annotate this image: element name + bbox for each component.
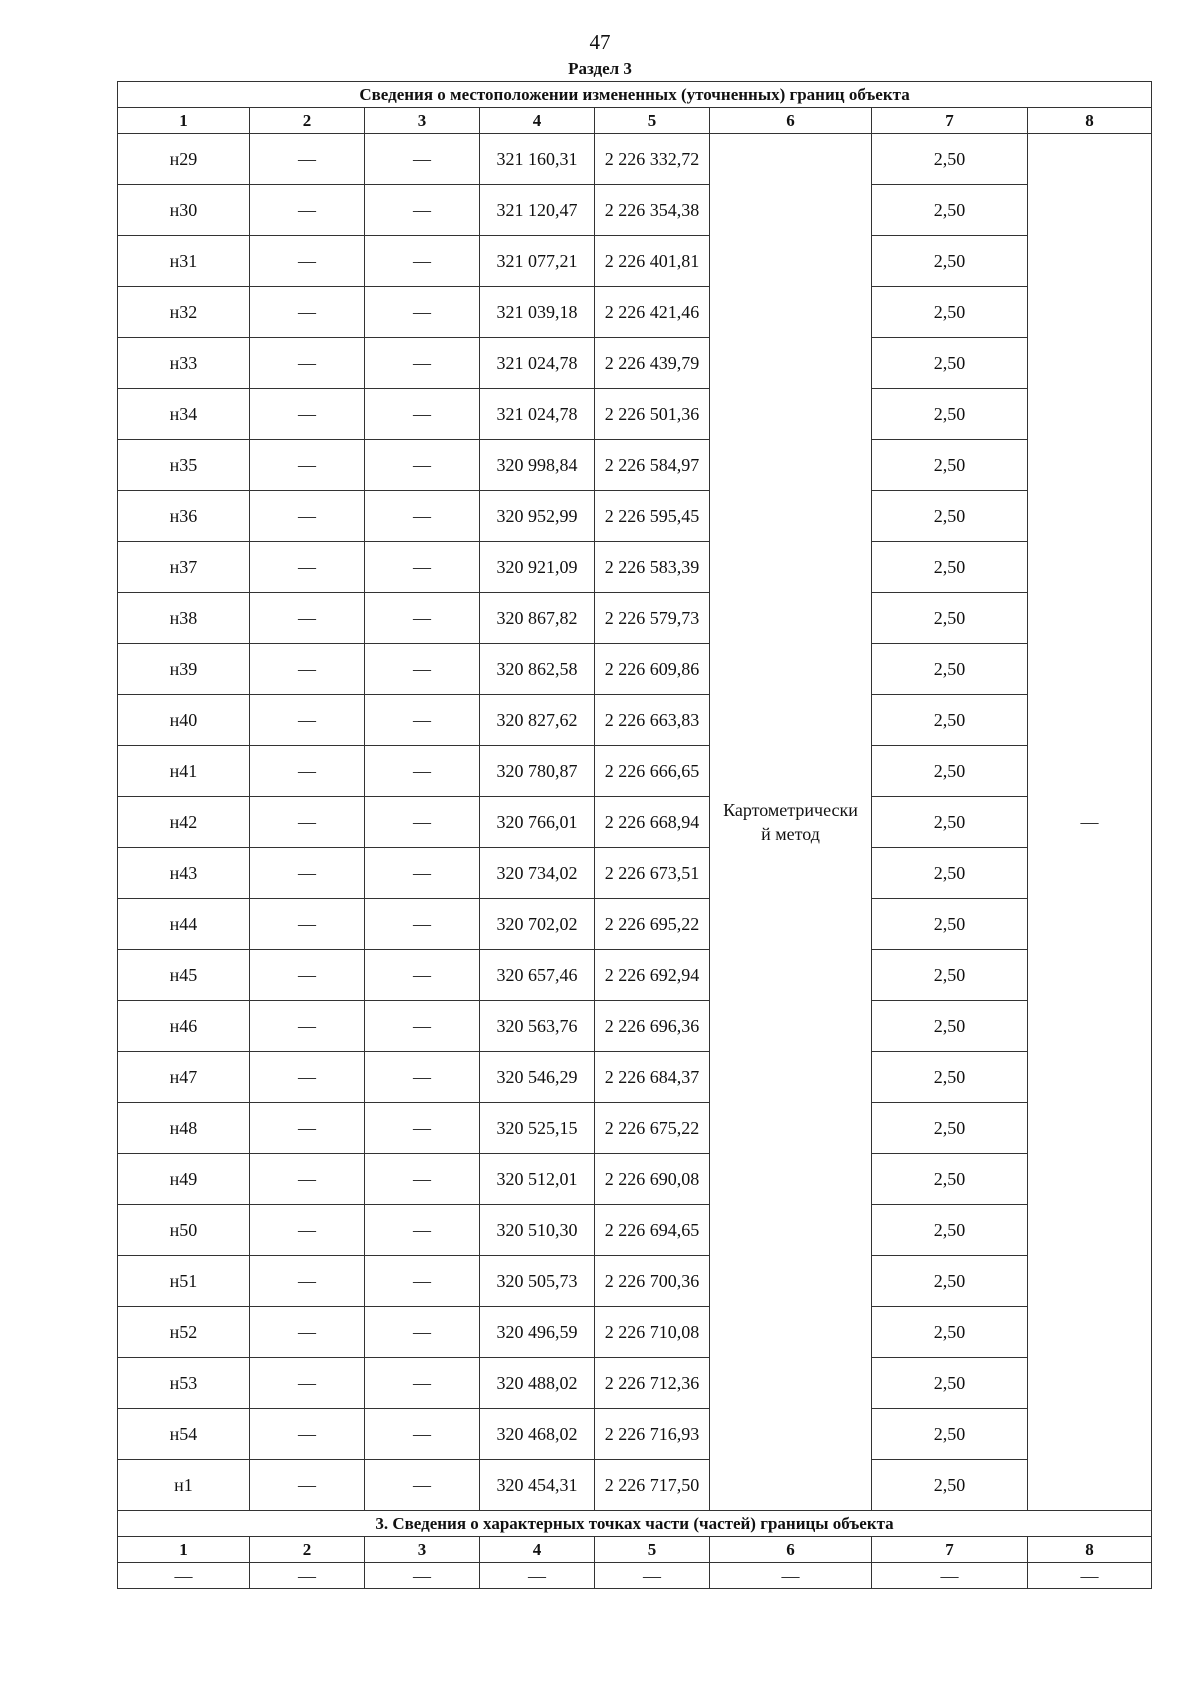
y-coordinate: 2 226 666,65 xyxy=(595,746,710,797)
part-caption: 3. Сведения о характерных точках части (частей) границы объекта xyxy=(118,1511,1152,1537)
table-row xyxy=(118,389,1152,440)
empty-dash: — xyxy=(250,593,365,644)
column-number: 6 xyxy=(710,108,872,134)
empty-dash: — xyxy=(250,287,365,338)
accuracy-value: 2,50 xyxy=(872,644,1028,695)
empty-dash: — xyxy=(365,134,480,185)
accuracy-value: 2,50 xyxy=(872,899,1028,950)
table-row xyxy=(118,1256,1152,1307)
page-number: 47 xyxy=(589,30,611,54)
point-name: н47 xyxy=(118,1052,250,1103)
column-number: 1 xyxy=(118,1537,250,1563)
point-name: н29 xyxy=(118,134,250,185)
empty-dash: — xyxy=(250,338,365,389)
x-coordinate: 320 525,15 xyxy=(480,1103,595,1154)
accuracy-value: 2,50 xyxy=(872,1307,1028,1358)
column-number: 6 xyxy=(710,1537,872,1563)
y-coordinate: 2 226 401,81 xyxy=(595,236,710,287)
column-number: 2 xyxy=(250,1537,365,1563)
empty-dash: — xyxy=(250,1409,365,1460)
empty-dash: — xyxy=(365,287,480,338)
point-name: н40 xyxy=(118,695,250,746)
empty-dash: — xyxy=(365,542,480,593)
method-cell xyxy=(710,134,872,1511)
table-caption: Сведения о местоположении измененных (уточненных) границ объекта xyxy=(118,82,1152,108)
y-coordinate: 2 226 439,79 xyxy=(595,338,710,389)
accuracy-value: 2,50 xyxy=(872,134,1028,185)
empty-dash: — xyxy=(250,185,365,236)
x-coordinate: 320 563,76 xyxy=(480,1001,595,1052)
x-coordinate: 320 862,58 xyxy=(480,644,595,695)
empty-dash: — xyxy=(365,1460,480,1511)
point-name: н34 xyxy=(118,389,250,440)
accuracy-value: 2,50 xyxy=(872,1001,1028,1052)
empty-dash: — xyxy=(365,746,480,797)
empty-dash: — xyxy=(250,491,365,542)
x-coordinate: 320 734,02 xyxy=(480,848,595,899)
x-coordinate: 320 496,59 xyxy=(480,1307,595,1358)
point-name: н30 xyxy=(118,185,250,236)
table-row xyxy=(118,1052,1152,1103)
empty-dash: — xyxy=(365,1358,480,1409)
y-coordinate: 2 226 712,36 xyxy=(595,1358,710,1409)
empty-dash: — xyxy=(595,1563,710,1589)
x-coordinate: 320 488,02 xyxy=(480,1358,595,1409)
empty-dash: — xyxy=(365,1001,480,1052)
column-number: 8 xyxy=(1028,108,1152,134)
table-row xyxy=(118,236,1152,287)
y-coordinate: 2 226 690,08 xyxy=(595,1154,710,1205)
x-coordinate: 320 657,46 xyxy=(480,950,595,1001)
table-row xyxy=(118,1460,1152,1511)
y-coordinate: 2 226 354,38 xyxy=(595,185,710,236)
empty-dash: — xyxy=(250,440,365,491)
point-name: н32 xyxy=(118,287,250,338)
accuracy-value: 2,50 xyxy=(872,797,1028,848)
empty-dash: — xyxy=(365,899,480,950)
point-name: н49 xyxy=(118,1154,250,1205)
empty-dash: — xyxy=(250,1001,365,1052)
section-title: Раздел 3 xyxy=(568,59,632,78)
accuracy-value: 2,50 xyxy=(872,746,1028,797)
column-number: 4 xyxy=(480,108,595,134)
x-coordinate: 320 921,09 xyxy=(480,542,595,593)
x-coordinate: 320 780,87 xyxy=(480,746,595,797)
empty-dash: — xyxy=(250,236,365,287)
table-row xyxy=(118,440,1152,491)
accuracy-value: 2,50 xyxy=(872,185,1028,236)
x-coordinate: 321 120,47 xyxy=(480,185,595,236)
table-row xyxy=(118,134,1152,185)
empty-dash: — xyxy=(250,950,365,1001)
y-coordinate: 2 226 710,08 xyxy=(595,1307,710,1358)
column-number: 7 xyxy=(872,1537,1028,1563)
y-coordinate: 2 226 673,51 xyxy=(595,848,710,899)
empty-dash: — xyxy=(250,1103,365,1154)
empty-dash: — xyxy=(250,1052,365,1103)
column-number: 5 xyxy=(595,108,710,134)
x-coordinate: 320 510,30 xyxy=(480,1205,595,1256)
empty-dash: — xyxy=(250,899,365,950)
empty-dash: — xyxy=(365,440,480,491)
x-coordinate: 320 827,62 xyxy=(480,695,595,746)
table-row xyxy=(118,1307,1152,1358)
accuracy-value: 2,50 xyxy=(872,695,1028,746)
point-name: н41 xyxy=(118,746,250,797)
accuracy-value: 2,50 xyxy=(872,1409,1028,1460)
empty-dash: — xyxy=(365,848,480,899)
x-coordinate: 320 546,29 xyxy=(480,1052,595,1103)
empty-dash: — xyxy=(365,1154,480,1205)
empty-dash: — xyxy=(480,1563,595,1589)
table-row xyxy=(118,899,1152,950)
column-number: 3 xyxy=(365,108,480,134)
empty-dash: — xyxy=(250,695,365,746)
table-row xyxy=(118,287,1152,338)
column-number: 1 xyxy=(118,108,250,134)
point-name: н44 xyxy=(118,899,250,950)
x-coordinate: 320 454,31 xyxy=(480,1460,595,1511)
x-coordinate: 320 952,99 xyxy=(480,491,595,542)
y-coordinate: 2 226 332,72 xyxy=(595,134,710,185)
empty-dash: — xyxy=(365,1563,480,1589)
table-row xyxy=(118,491,1152,542)
column-number: 3 xyxy=(365,1537,480,1563)
y-coordinate: 2 226 609,86 xyxy=(595,644,710,695)
x-coordinate: 320 505,73 xyxy=(480,1256,595,1307)
column-number: 2 xyxy=(250,108,365,134)
column-number: 8 xyxy=(1028,1537,1152,1563)
table-row xyxy=(118,797,1152,848)
point-name: н45 xyxy=(118,950,250,1001)
accuracy-value: 2,50 xyxy=(872,287,1028,338)
empty-dash: — xyxy=(365,236,480,287)
y-coordinate: 2 226 583,39 xyxy=(595,542,710,593)
empty-dash: — xyxy=(365,1409,480,1460)
table-row xyxy=(118,1409,1152,1460)
y-coordinate: 2 226 663,83 xyxy=(595,695,710,746)
x-coordinate: 320 702,02 xyxy=(480,899,595,950)
point-name: н36 xyxy=(118,491,250,542)
table-row xyxy=(118,848,1152,899)
accuracy-value: 2,50 xyxy=(872,491,1028,542)
point-name: н43 xyxy=(118,848,250,899)
empty-dash: — xyxy=(365,1103,480,1154)
empty-dash: — xyxy=(250,746,365,797)
table-row xyxy=(118,1103,1152,1154)
empty-dash: — xyxy=(710,1563,872,1589)
y-coordinate: 2 226 584,97 xyxy=(595,440,710,491)
accuracy-value: 2,50 xyxy=(872,440,1028,491)
empty-dash: — xyxy=(365,185,480,236)
point-name: н42 xyxy=(118,797,250,848)
accuracy-value: 2,50 xyxy=(872,236,1028,287)
x-coordinate: 320 512,01 xyxy=(480,1154,595,1205)
y-coordinate: 2 226 668,94 xyxy=(595,797,710,848)
point-name: н48 xyxy=(118,1103,250,1154)
y-coordinate: 2 226 421,46 xyxy=(595,287,710,338)
y-coordinate: 2 226 694,65 xyxy=(595,1205,710,1256)
empty-dash: — xyxy=(365,1256,480,1307)
empty-dash: — xyxy=(1028,1563,1152,1589)
table-row xyxy=(118,593,1152,644)
x-coordinate: 321 024,78 xyxy=(480,338,595,389)
accuracy-value: 2,50 xyxy=(872,593,1028,644)
x-coordinate: 321 077,21 xyxy=(480,236,595,287)
point-name: н1 xyxy=(118,1460,250,1511)
empty-dash: — xyxy=(365,338,480,389)
table-row xyxy=(118,746,1152,797)
x-coordinate: 321 024,78 xyxy=(480,389,595,440)
empty-dash: — xyxy=(365,593,480,644)
empty-dash: — xyxy=(250,389,365,440)
empty-dash: — xyxy=(365,389,480,440)
accuracy-value: 2,50 xyxy=(872,389,1028,440)
empty-dash: — xyxy=(250,542,365,593)
boundary-table xyxy=(117,81,1152,1589)
point-name: н35 xyxy=(118,440,250,491)
table-row xyxy=(118,644,1152,695)
table-row xyxy=(118,1205,1152,1256)
accuracy-value: 2,50 xyxy=(872,542,1028,593)
y-coordinate: 2 226 700,36 xyxy=(595,1256,710,1307)
point-name: н46 xyxy=(118,1001,250,1052)
accuracy-value: 2,50 xyxy=(872,1256,1028,1307)
empty-dash: — xyxy=(365,797,480,848)
point-name: н53 xyxy=(118,1358,250,1409)
empty-dash: — xyxy=(250,848,365,899)
y-coordinate: 2 226 579,73 xyxy=(595,593,710,644)
empty-dash: — xyxy=(365,1205,480,1256)
point-name: н52 xyxy=(118,1307,250,1358)
table-row xyxy=(118,1154,1152,1205)
table-row xyxy=(118,338,1152,389)
y-coordinate: 2 226 501,36 xyxy=(595,389,710,440)
empty-dash: — xyxy=(250,644,365,695)
column-number: 7 xyxy=(872,108,1028,134)
table-row xyxy=(118,695,1152,746)
empty-dash: — xyxy=(118,1563,250,1589)
method-line: й метод xyxy=(761,824,820,844)
point-name: н33 xyxy=(118,338,250,389)
empty-dash: — xyxy=(250,1460,365,1511)
y-coordinate: 2 226 695,22 xyxy=(595,899,710,950)
column-number: 5 xyxy=(595,1537,710,1563)
x-coordinate: 321 039,18 xyxy=(480,287,595,338)
x-coordinate: 320 468,02 xyxy=(480,1409,595,1460)
point-name: н50 xyxy=(118,1205,250,1256)
x-coordinate: 320 998,84 xyxy=(480,440,595,491)
empty-dash: — xyxy=(250,1307,365,1358)
table-row xyxy=(118,1001,1152,1052)
table-row xyxy=(118,950,1152,1001)
accuracy-value: 2,50 xyxy=(872,1460,1028,1511)
x-coordinate: 321 160,31 xyxy=(480,134,595,185)
method-line: Картометрически xyxy=(723,800,858,820)
empty-dash: — xyxy=(365,950,480,1001)
table-row xyxy=(118,185,1152,236)
y-coordinate: 2 226 684,37 xyxy=(595,1052,710,1103)
empty-dash: — xyxy=(872,1563,1028,1589)
point-name: н39 xyxy=(118,644,250,695)
accuracy-value: 2,50 xyxy=(872,338,1028,389)
column-number: 4 xyxy=(480,1537,595,1563)
point-name: н31 xyxy=(118,236,250,287)
table-row xyxy=(118,1563,1152,1589)
empty-dash: — xyxy=(365,1052,480,1103)
point-name: н37 xyxy=(118,542,250,593)
empty-dash: — xyxy=(250,1154,365,1205)
x-coordinate: 320 766,01 xyxy=(480,797,595,848)
accuracy-value: 2,50 xyxy=(872,1103,1028,1154)
empty-dash: — xyxy=(250,1205,365,1256)
point-name: н38 xyxy=(118,593,250,644)
empty-dash: — xyxy=(365,491,480,542)
empty-dash: — xyxy=(365,695,480,746)
empty-dash: — xyxy=(365,644,480,695)
empty-dash: — xyxy=(365,1307,480,1358)
y-coordinate: 2 226 716,93 xyxy=(595,1409,710,1460)
accuracy-value: 2,50 xyxy=(872,848,1028,899)
y-coordinate: 2 226 717,50 xyxy=(595,1460,710,1511)
y-coordinate: 2 226 692,94 xyxy=(595,950,710,1001)
empty-dash: — xyxy=(250,1358,365,1409)
table-row xyxy=(118,542,1152,593)
accuracy-value: 2,50 xyxy=(872,950,1028,1001)
empty-dash: — xyxy=(250,134,365,185)
description-cell: — xyxy=(1028,134,1152,1511)
empty-dash: — xyxy=(250,1563,365,1589)
y-coordinate: 2 226 595,45 xyxy=(595,491,710,542)
x-coordinate: 320 867,82 xyxy=(480,593,595,644)
point-name: н54 xyxy=(118,1409,250,1460)
accuracy-value: 2,50 xyxy=(872,1205,1028,1256)
table-row xyxy=(118,1358,1152,1409)
empty-dash: — xyxy=(250,797,365,848)
accuracy-value: 2,50 xyxy=(872,1358,1028,1409)
y-coordinate: 2 226 675,22 xyxy=(595,1103,710,1154)
point-name: н51 xyxy=(118,1256,250,1307)
empty-dash: — xyxy=(250,1256,365,1307)
y-coordinate: 2 226 696,36 xyxy=(595,1001,710,1052)
accuracy-value: 2,50 xyxy=(872,1052,1028,1103)
accuracy-value: 2,50 xyxy=(872,1154,1028,1205)
